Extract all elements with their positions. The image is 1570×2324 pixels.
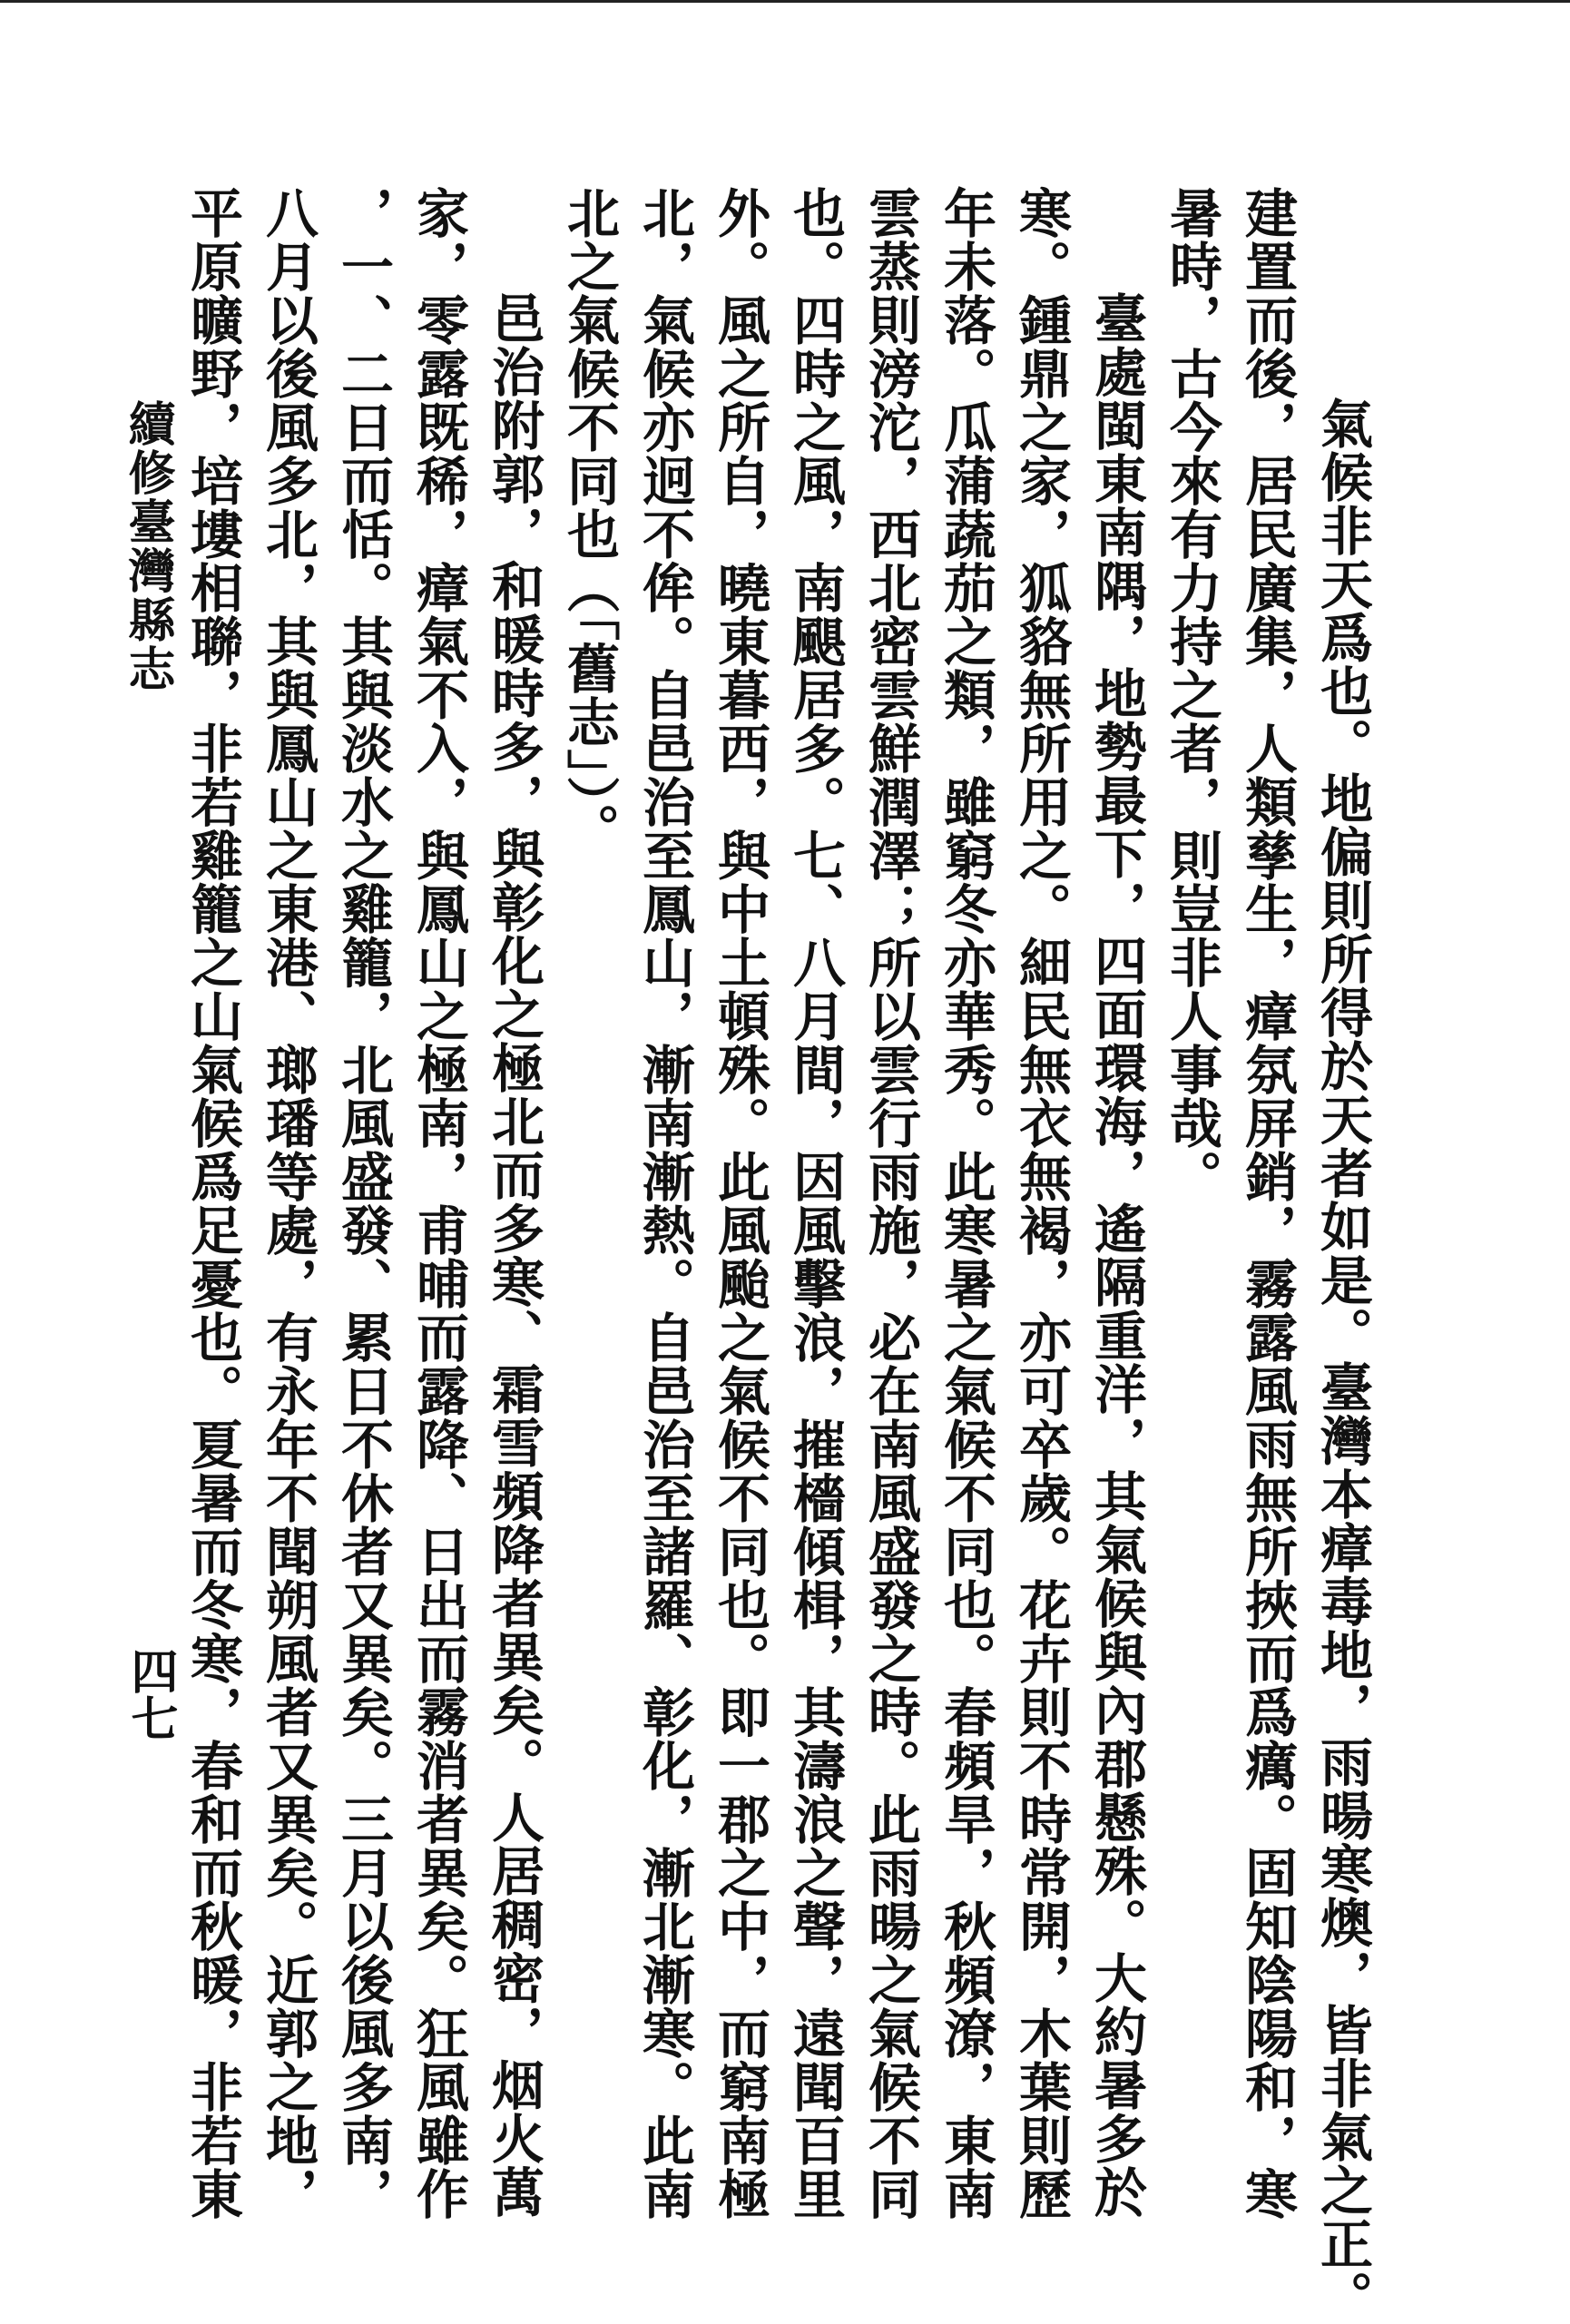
text-column: ，一、二日而恬。其與淡水之雞籠，北風盛發、累日不休者又異矣。三月以後風多南， [332,186,394,2221]
text-column: 暑時，古今來有力持之者，則豈非人事哉。 [1161,186,1222,1203]
page-number: 四七 [123,1647,178,1741]
text-column: 寒。鍾鼎之家，狐貉無所用之。細民無衣無褐，亦可卒歲。花卉則不時常開，木葉則歷 [1010,186,1072,2221]
text-column: 也。四時之風，南颶居多。七、八月間，因風擊浪，摧檣傾楫，其濤浪之聲，遠聞百里 [784,186,846,2221]
text-column: 雲蒸則滂沱，西北密雲鮮潤澤；所以雲行雨施，必在南風盛發之時。此雨暘之氣候不同 [859,186,921,2221]
text-column: 臺處閩東南隅，地勢最下，四面環海，遙隔重洋，其氣候與內郡懸殊。大約暑多於 [1085,291,1147,2219]
text-column: 平原曠野，培塿相聯，非若雞籠之山氣候爲足憂也。夏暑而冬寒，春和而秋暖，非若東 [182,186,243,2221]
body-text [182,186,1379,2324]
text-column: 家，零露既稀，瘴氣不入，與鳳山之極南，甫晡而露降、日出而霧消者異矣。狂風雖作 [407,186,469,2221]
text-column: 建置而後，居民廣集，人類孳生，瘴氛屏銷，霧露風雨無所挾而爲癘。固知陰陽和，寒 [1236,186,1298,2221]
text-column: 北之氣候不同也（「舊志」）。 [558,186,620,857]
text-column: 年未落。瓜蒲蔬茄之類，雖窮冬亦華秀。此寒暑之氣候不同也。春頻旱，秋頻潦，東南 [935,186,996,2221]
text-column: 八月以後風多北，其與鳳山之東港、瑯璠等處，有永年不聞朔風者又異矣。近郭之地， [257,186,319,2221]
text-column: 外。風之所自，曉東暮西，與中土頓殊。此風颱之氣候不同也。即一郡之中，而窮南極 [709,186,770,2221]
text-column: 邑治附郭，和暖時多，與彰化之極北而多寒、霜雪頻降者異矣。人居稠密，烟火萬 [483,291,545,2219]
text-column: 氣候非天爲也。地偏則所得於天者如是。臺灣本瘴毒地，雨暘寒燠，皆非氣之正。 [1311,397,1373,2324]
top-border-line [0,0,1570,3]
text-column: 北，氣候亦迥不侔。自邑治至鳳山，漸南漸熱。自邑治至諸羅、彰化，漸北漸寒。此南 [633,186,695,2221]
running-title: 續修臺灣縣志 [120,399,175,693]
